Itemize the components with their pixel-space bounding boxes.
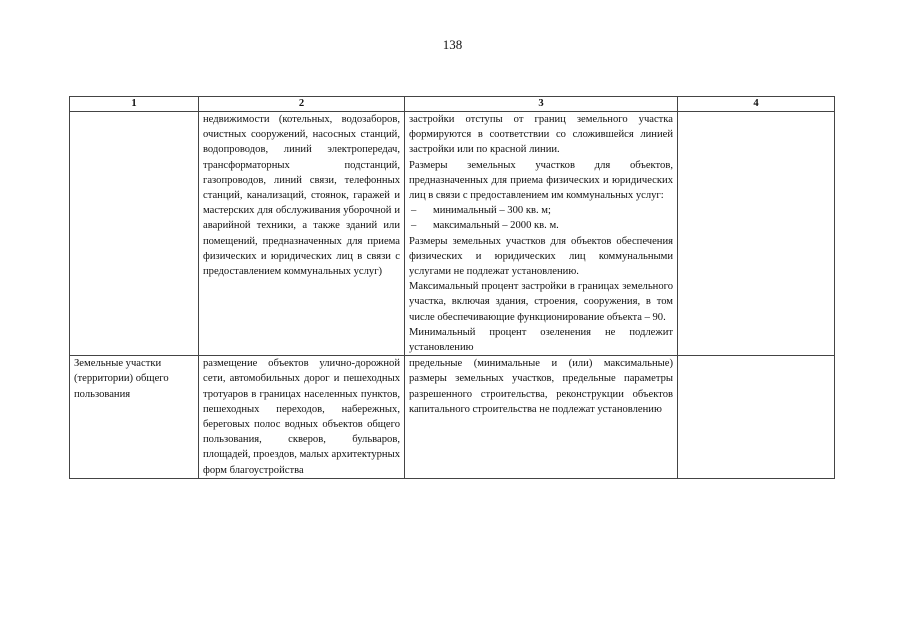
- row2-parameters-cell: предельные (минимальные и (или) максимальные) размеры земельных участков, предельные параметры разрешенного строительства, реконструкции объектов капитального строительства не подлежат установлению: [405, 356, 678, 479]
- header-row: [70, 97, 835, 112]
- row1-parameters-p1: застройки отступы от границ земельного участка формируются в соответствии со сложившейся линией застройки или по красной линии.: [409, 114, 673, 156]
- row1-parameters-p4: Максимальный процент застройки в границах земельного участка, включая здания, строения, сооружения, в том числе обеспечивающие функционирование объекта – 90.: [409, 281, 673, 323]
- regulations-table: [69, 96, 835, 479]
- row1-permitted-use-cell: недвижимости (котельных, водозаборов, очистных сооружений, насосных станций, водопроводов, линий электропередач, трансформаторных подстанций, газопроводов, линий связи, телефонных станций, канализаций, стоянок, гаражей и мастерских для обслуживания уборочной и аварийной техники, а также зданий или помещений, предназначенных для приема физических и юридических лиц в связи с предоставлением коммунальных услуг): [199, 112, 405, 356]
- row1-parameters-max: [409, 218, 673, 233]
- row1-parameters-p2: Размеры земельных участков для объектов, предназначенных для приема физических и юридических лиц в связи с предоставлением им коммунальных услуг:: [409, 159, 673, 202]
- row1-parameters-p5: Минимальный процент озеленения не подлежит установлению: [409, 326, 673, 354]
- row1-max-text: максимальный – 2000 кв. м.: [433, 220, 559, 232]
- header-cell-3: 3: [405, 97, 678, 112]
- row2-notes-cell: [678, 356, 835, 479]
- page-number: 138: [442, 37, 463, 52]
- header-cell-2: 2: [199, 97, 405, 112]
- dash-bullet: –: [411, 205, 417, 217]
- row1-zone-cell: [70, 112, 199, 356]
- table-row: [70, 356, 835, 479]
- dash-bullet: –: [411, 220, 417, 232]
- row1-notes-cell: [678, 112, 835, 356]
- row1-parameters-cell: [405, 112, 678, 356]
- row1-min-text: минимальный – 300 кв. м;: [433, 205, 551, 217]
- header-cell-4: 4: [678, 97, 835, 112]
- row1-parameters-min: [409, 203, 673, 218]
- table-row: [70, 112, 835, 356]
- row2-zone-cell: Земельные участки (территории) общего пользования: [70, 356, 199, 479]
- row2-permitted-use-cell: размещение объектов улично-дорожной сети, автомобильных дорог и пешеходных тротуаров в границах населенных пунктов, пешеходных переходов, набережных, береговых полос водных объектов общего пользования, скверов, бульваров, площадей, проездов, малых архитектурных форм благоустройства: [199, 356, 405, 479]
- row1-parameters-p3: Размеры земельных участков для объектов обеспечения физических и юридических лиц коммунальными услугами не подлежат установлению.: [409, 235, 673, 278]
- header-cell-1: 1: [70, 97, 199, 112]
